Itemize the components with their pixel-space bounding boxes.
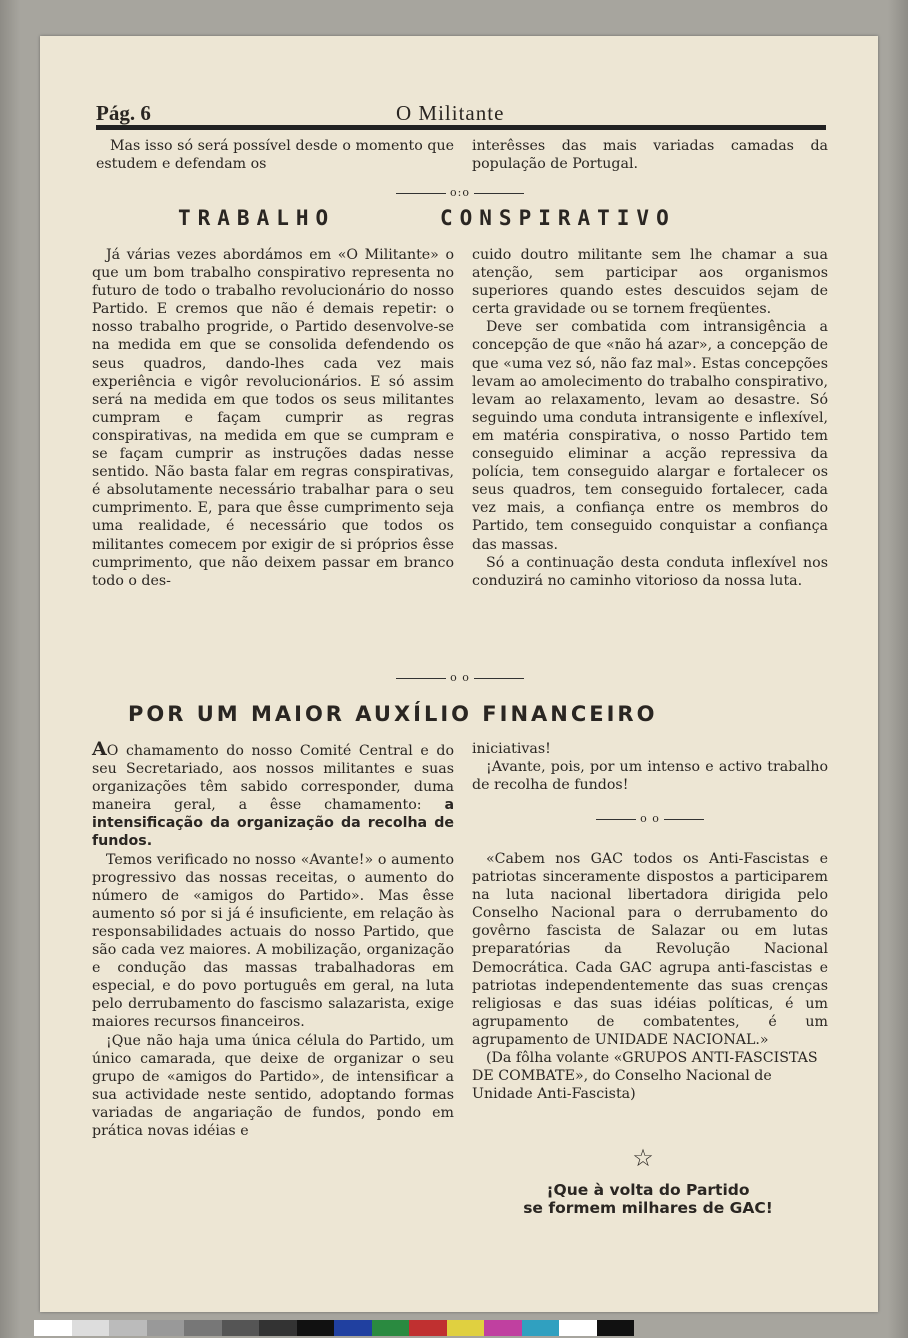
article2-right-column [472, 740, 828, 794]
page-number: Pág. 6 [96, 101, 151, 125]
article2-paragraph: ¡Que não haja uma única célula do Partido, um único camarada, que deixe de organizar o seu grupo de «amigos do Partido», de intensificar a sua actividade neste sentido, adoptando formas variadas de angariação de fundos, pondo em prática novas idéias e [92, 1032, 454, 1139]
closing-slogan [468, 1181, 828, 1217]
separator-1 [340, 186, 580, 199]
article2-title: POR UM MAIOR AUXÍLIO FINANCEIRO [128, 702, 658, 726]
article2-paragraph: Temos verificado no nosso «Avante!» o aumento progressivo das nossas receitas, o aumento do número de «amigos do Partido». Mas êsse aumento só por si já é insuficiente, em relação às responsabilidades actuais do nosso Partido, que são cada vez maiores. A mobilização, organização e condução das massas trabalhadoras em especial, e do povo português em geral, na luta pelo derrubamento do fascismo salazarista, exige maiores recursos financeiros. [92, 851, 454, 1031]
top-fragment-left [96, 137, 454, 173]
separator-2-text: o o [450, 671, 470, 684]
article1-left-column [92, 246, 454, 590]
article2-paragraph [92, 740, 454, 851]
article1-right-column [472, 246, 828, 590]
article1-title [178, 206, 758, 230]
article1-paragraph: Só a continuação desta conduta inflexível nos conduzirá no caminho vitorioso da nossa luta. [472, 554, 828, 589]
separator-3-text: o o [640, 812, 660, 825]
gac-quote-block [472, 850, 828, 1103]
separator-2 [340, 671, 580, 684]
fragment-text-right: interêsses das mais variadas camadas da população de Portugal. [472, 138, 828, 173]
article2-emphasis: a intensificação da organização da recolha de fundos. [92, 797, 455, 850]
article2-paragraph: iniciativas! [472, 741, 551, 757]
slogan-line-1: ¡Que à volta do Partido [546, 1181, 750, 1199]
gac-quote-source: (Da fôlha volante «GRUPOS ANTI-FASCISTAS DE COMBATE», do Conselho Nacional de Unidade Anti-Fascista) [472, 1050, 818, 1103]
newspaper-title: O Militante [396, 101, 505, 125]
gac-quote: «Cabem nos GAC todos os Anti-Fascistas e patriotas sinceramente dispostos a participarem na luta nacional libertadora dirigida pelo Conselho Nacional para o derrubamento do govêrno fascista de Salazar ou em lutas preparatórias da Revolução Nacional Democrática. Cada GAC agrupa anti-fascistas e patriotas independentemente das suas crenças religiosas e das suas idéias políticas, é um agrupamento de combatentes, é um agrupamento de UNIDADE NACIONAL.» [472, 851, 828, 1048]
separator-3 [540, 812, 760, 825]
slogan-line-2: se formem milhares de GAC! [523, 1199, 773, 1217]
scan-color-calibration-bar [34, 1320, 634, 1336]
star-icon: ☆ [632, 1144, 654, 1172]
article2-paragraph: ¡Avante, pois, por um intenso e activo trabalho de recolha de fundos! [472, 759, 828, 794]
separator-1-text: o:o [450, 186, 470, 199]
header-rule [96, 125, 826, 130]
article1-title-word1: TRABALHO [178, 206, 336, 230]
article1-paragraph: Já várias vezes abordámos em «O Militante» o que um bom trabalho conspirativo representa no futuro de todo o trabalho revolucionário do nosso Partido. E cremos que não é demais repetir: o nosso trabalho progride, o Partido desenvolve-se na medida em que se consolida defendendo os seus quadros, dando-lhes cada vez mais experiência e vigôr revolucionários. E só assim será na medida em que todos os seus militantes cumpram e façam cumprir as regras conspirativas, na medida em que se cumpram e se façam cumprir as instruções dadas nesse sentido. Não basta falar em regras conspirativas, é absolutamente necessário trabalhar para o seu cumprimento. E, para que êsse cumprimento seja uma realidade, é necessário que todos os militantes comecem por exigir de si próprios êsse cumprimento, que não deixem passar em branco todo o des- [92, 247, 454, 589]
article2-paragraph-text: O chamamento do nosso Comité Central e do seu Secretariado, aos nossos militantes e suas organizações têm sabido corresponder, duma maneira geral, a êsse chamamento: [92, 743, 454, 814]
article1-title-word2: CONSPIRATIVO [440, 206, 676, 230]
article1-paragraph: Deve ser combatida com intransigência a concepção de que «não há azar», a concepção de que «uma vez só, não faz mal». Estas concepções levam ao amolecimento do trabalho conspirativo, levam ao relaxamento, levam ao desastre. Só seguindo uma conduta intransigente e inflexível, em matéria conspirativa, o nosso Partido tem conseguido eliminar a acção repressiva da polícia, tem conseguido alargar e fortalecer os seus quadros, tem conseguido fortalecer, cada vez mais, a confiança entre os membros do Partido, tem conseguido conquistar a confiança das massas. [472, 319, 828, 553]
dropcap: A [92, 738, 107, 760]
article2-left-column [92, 740, 454, 1140]
page-header [96, 101, 826, 123]
article1-paragraph: cuido doutro militante sem lhe chamar a sua atenção, sem participar aos organismos superiores quando estes descuidos sejam de certa gravidade ou se tornem freqüentes. [472, 247, 828, 318]
fragment-text-left: Mas isso só será possível desde o momento que estudem e defendam os [96, 138, 454, 173]
top-fragment-right [472, 137, 828, 173]
